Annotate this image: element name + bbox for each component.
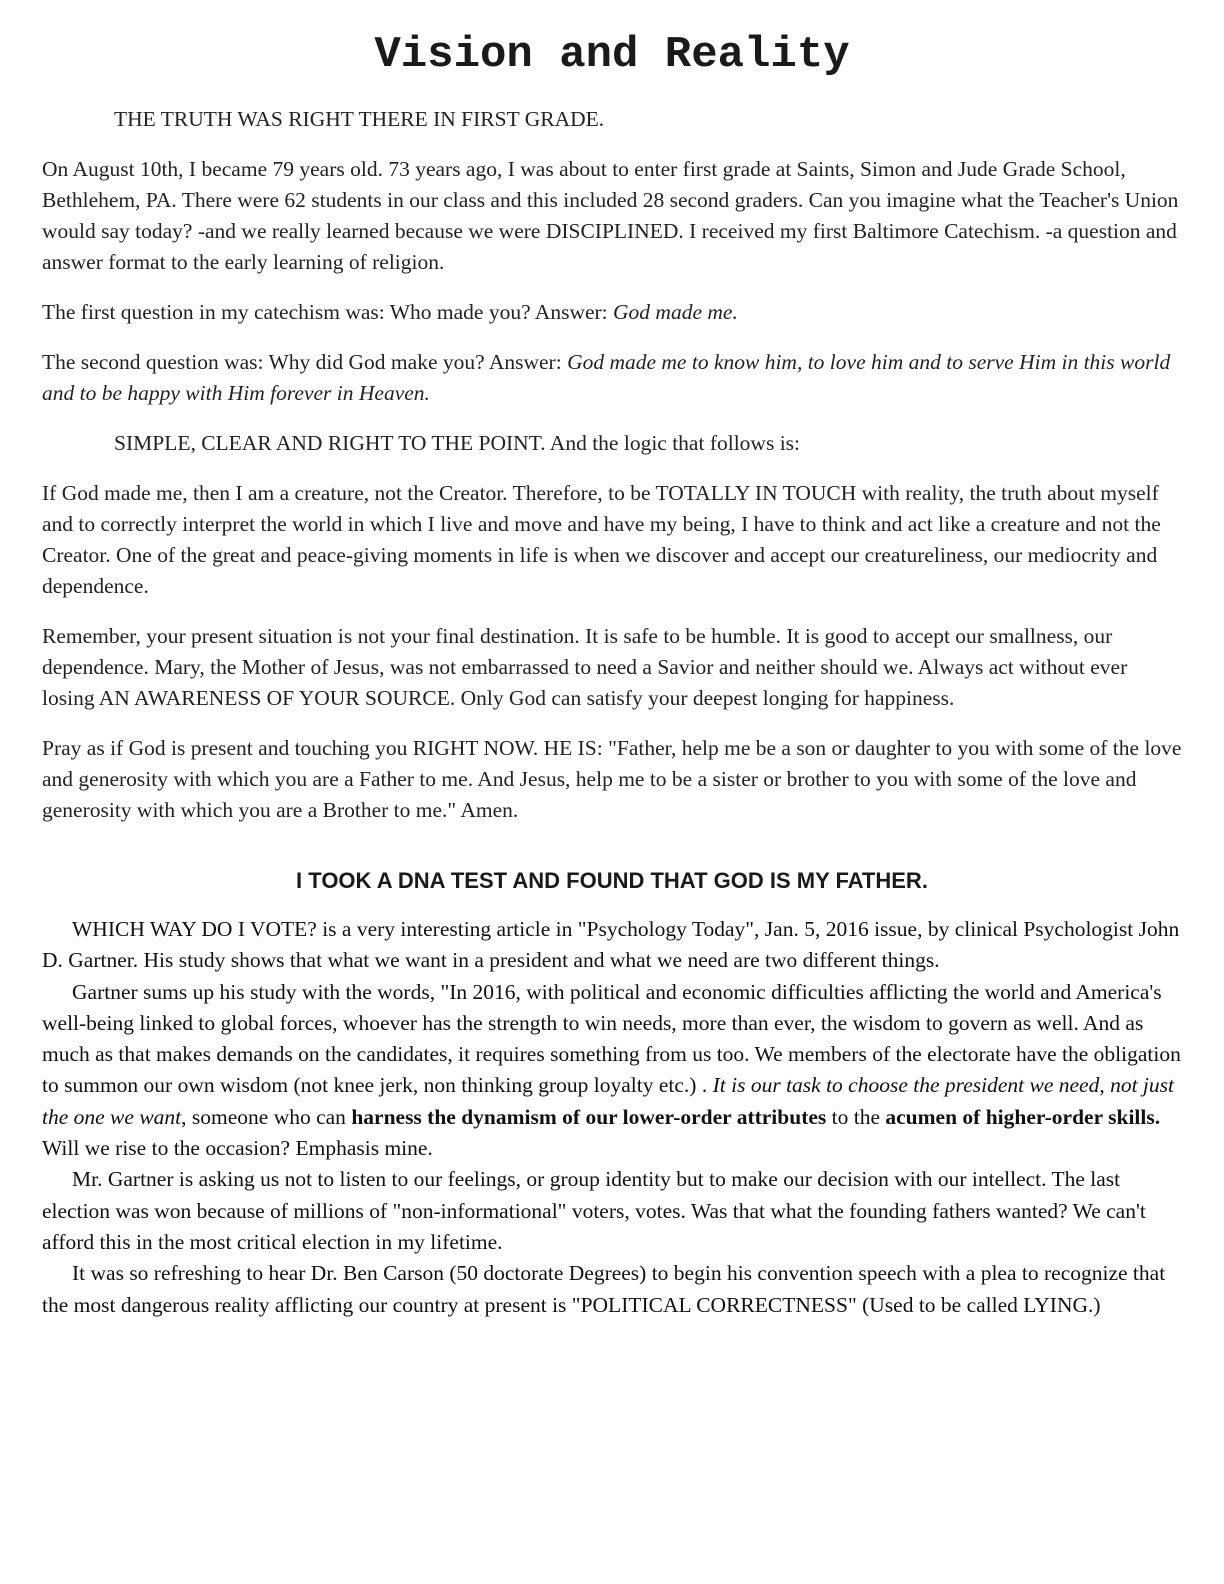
paragraph-gartner-asking: Mr. Gartner is asking us not to listen to our feelings, or group identity but to make our decision with our intellect. The last election was won because of millions of "non-informational" voters, votes. Was that what the founding fathers wanted? We can't afford this in the most critical election in my lifetime.: [42, 1167, 1146, 1254]
paragraph-prayer: Pray as if God is present and touching you RIGHT NOW. HE IS: "Father, help me be a son or daughter to you with some of the love and generosity with which you are a Father to me. And Jesus, help me to be a sister or brother to you with some of the love and generosity with which you are a Brother to me." Amen.: [42, 736, 1182, 822]
first-question-answer: God made me.: [613, 300, 738, 324]
paragraph-creature: If God made me, then I am a creature, not the Creator. Therefore, to be TOTALLY IN TOUCH with reality, the truth about myself and to correctly interpret the world in which I live and move and have my being, I have to think and act like a creature and not the Creator. One of the great and peace-giving moments in life is when we discover and accept our creatureliness, our mediocrity and dependence.: [42, 481, 1161, 598]
paragraph-which-way: WHICH WAY DO I VOTE? is a very interesting article in "Psychology Today", Jan. 5, 2016 issue, by clinical Psychologist John D. Gartner. His study shows that what we want in a president and what we need are two different things.: [42, 917, 1180, 973]
paragraph-second-question: [42, 347, 1182, 409]
gartner-text-c: to the: [826, 1104, 886, 1129]
gartner-bold-harness: harness the dynamism of our lower-order attributes: [351, 1104, 827, 1129]
document-page: [42, 22, 1182, 1321]
intro-heading-line: THE TRUTH WAS RIGHT THERE IN FIRST GRADE.: [114, 107, 605, 131]
paragraph-first-question: [42, 297, 1182, 328]
section-vote-article: [42, 914, 1182, 1321]
gartner-bold-acumen: acumen of higher-order skills.: [885, 1104, 1161, 1129]
section-catechism: [42, 104, 1182, 826]
paragraph-ben-carson: It was so refreshing to hear Dr. Ben Carson (50 doctorate Degrees) to begin his convention speech with a plea to recognize that the most dangerous reality afflicting our country at present is "POLITICAL CORRECTNESS" (Used to be called LYING.): [42, 1261, 1166, 1317]
first-question-text: The first question in my catechism was: Who made you? Answer:: [42, 300, 614, 324]
page-title: Vision and Reality: [374, 30, 850, 80]
gartner-text-a: Gartner sums up his study with the words, "In 2016, with political and economic difficulties afflicting the world and America's well-being linked to global forces, whoever has the strength to win needs, more than ever, the wisdom to govern as well. And as much as that makes demands on the candidates, it requires something from us too. We members of the electorate have the obligation to summon our own wisdom (not knee jerk, non thinking group loyalty etc.) .: [42, 979, 1181, 1098]
gartner-text-d: Will we rise to the occasion? Emphasis mine.: [42, 1136, 433, 1161]
gartner-italic-quote: It is our task to choose the president we need, not just the one we want: [42, 1073, 1174, 1129]
gartner-text-b: , someone who can: [181, 1104, 352, 1129]
paragraph-remember: Remember, your present situation is not your final destination. It is safe to be humble. It is good to accept our smallness, our dependence. Mary, the Mother of Jesus, was not embarrassed to need a Savior and neither should we. Always act without ever losing AN AWARENESS OF YOUR SOURCE. Only God can satisfy your deepest longing for happiness.: [42, 624, 1128, 710]
section-heading-dna: I TOOK A DNA TEST AND FOUND THAT GOD IS MY FATHER.: [296, 868, 928, 893]
paragraph-gartner-sums: [42, 977, 1182, 1165]
paragraph-birthday: On August 10th, I became 79 years old. 73 years ago, I was about to enter first grade at Saints, Simon and Jude Grade School, Bethlehem, PA. There were 62 students in our class and this included 28 second graders. Can you imagine what the Teacher's Union would say today? -and we really learned because we were DISCIPLINED. I received my first Baltimore Catechism. -a question and answer format to the early learning of religion.: [42, 157, 1179, 274]
second-question-answer: God made me to know him, to love him and to serve Him in this world and to be happy with Him forever in Heaven.: [42, 350, 1171, 405]
simple-clear-line: SIMPLE, CLEAR AND RIGHT TO THE POINT. And the logic that follows is:: [114, 431, 801, 455]
second-question-text: The second question was: Why did God make you? Answer:: [42, 350, 568, 374]
